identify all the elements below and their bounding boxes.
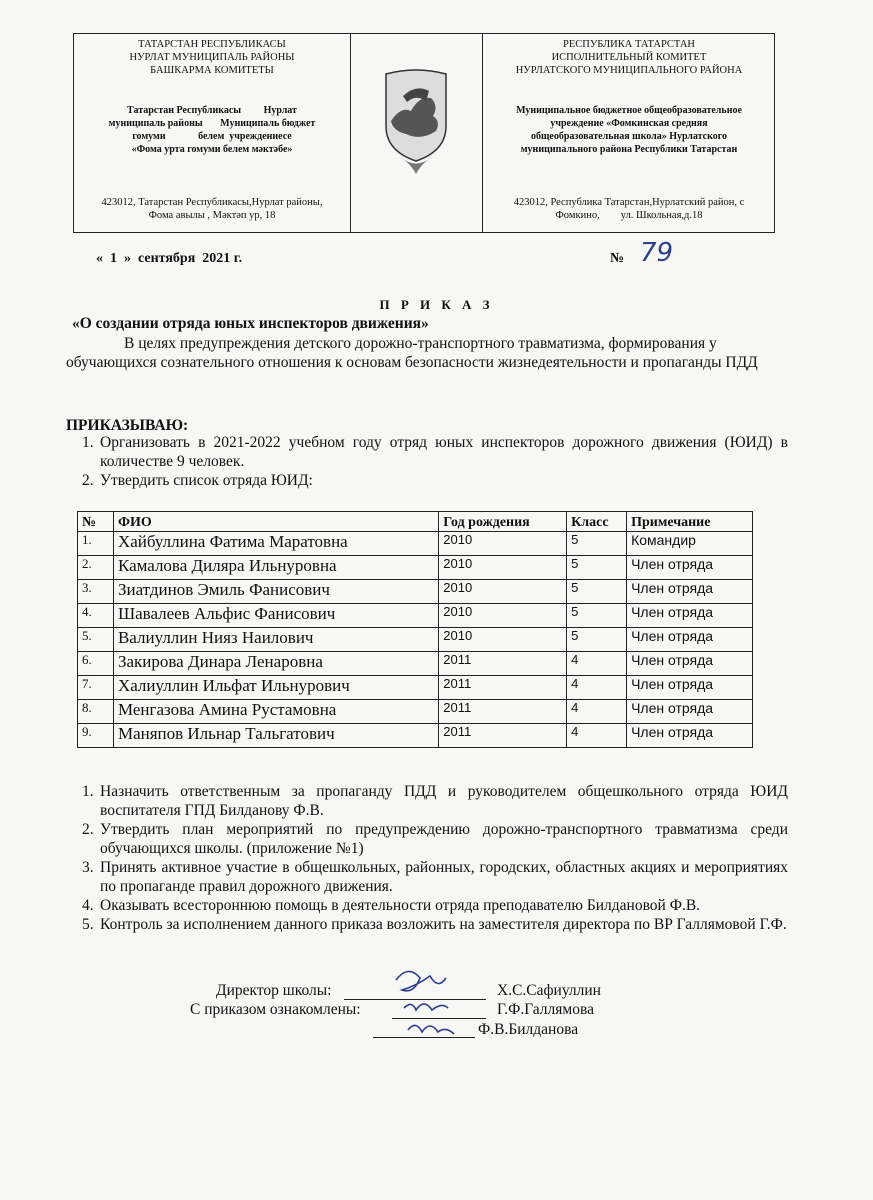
list-item [66, 433, 788, 471]
letterhead-tatar [74, 34, 351, 232]
item-text: Контроль за исполнением данного приказа возложить на заместителя директора по ВР Галлямовой Г.Ф. [100, 916, 787, 933]
cell-note: Член отряда [627, 700, 753, 724]
left-address-1: 423012, Татарстан Республикасы,Нурлат районы, [101, 197, 323, 208]
item-number: 5. [82, 916, 94, 933]
cell-name: Менгазова Амина Рустамовна [113, 700, 438, 724]
director-name: Х.С.Сафиуллин [497, 982, 601, 999]
cell-grade: 4 [567, 700, 627, 724]
item-number: 1. [82, 434, 94, 451]
cell-name: Валиуллин Нияз Наилович [113, 628, 438, 652]
table-row [78, 532, 753, 556]
col-header-name: ФИО [113, 512, 438, 532]
order-heading: ПРИКАЗЫВАЮ: [66, 417, 189, 434]
cell-grade: 5 [567, 604, 627, 628]
cell-grade: 4 [567, 652, 627, 676]
list-item [66, 896, 788, 915]
cell-grade: 5 [567, 556, 627, 580]
cell-year: 2010 [439, 628, 567, 652]
col-header-grade: Класс [567, 512, 627, 532]
cell-year: 2011 [439, 676, 567, 700]
cell-year: 2011 [439, 700, 567, 724]
left-org-1: Татарстан Республикасы Нурлат [127, 105, 297, 116]
cell-note: Член отряда [627, 676, 753, 700]
order-number-label: № [610, 251, 625, 266]
table-row [78, 556, 753, 580]
cell-note: Член отряда [627, 628, 753, 652]
list-item [66, 858, 788, 896]
cell-year: 2010 [439, 532, 567, 556]
list-item [66, 820, 788, 858]
intro-paragraph: В целях предупреждения детского дорожно-транспортного травматизма, формирования у обучающихся сознательного отношения к основам безопасности жизнедеятельности и пропаганды ПДД [66, 335, 758, 371]
item-text: Назначить ответственным за пропаганду ПДД и руководителем общешкольного отряда ЮИД воспитателя ГПД Билданову Ф.В. [100, 783, 788, 819]
left-org-4: «Фома урта гомуми белем мәктәбе» [131, 144, 293, 155]
acquainted-name-2: Г.Ф.Галлямова [497, 1001, 594, 1018]
right-org-4: муниципального района Республики Татарстан [520, 144, 738, 155]
right-org-1: Муниципальное бюджетное общеобразовательное [516, 105, 742, 116]
table-header-row [78, 512, 753, 532]
cell-number: 9. [78, 724, 114, 748]
col-header-year: Год рождения [439, 512, 567, 532]
table-row [78, 580, 753, 604]
item-text: Утвердить список отряда ЮИД: [100, 472, 313, 489]
cell-note: Член отряда [627, 604, 753, 628]
left-line-1: ТАТАРСТАН РЕСПУБЛИКАСЫ [138, 39, 286, 50]
order-date: « 1 » сентября 2021 г. [96, 251, 243, 266]
letterhead-russian [482, 34, 775, 232]
item-number: 3. [82, 859, 94, 876]
item-number: 4. [82, 897, 94, 914]
handwritten-signature-icon [386, 960, 486, 1045]
squad-table [77, 511, 753, 748]
left-address-2: Фома авылы , Мәктәп ур, 18 [148, 210, 276, 221]
left-line-3: БАШКАРМА КОМИТЕТЫ [150, 65, 274, 76]
cell-number: 2. [78, 556, 114, 580]
cell-year: 2011 [439, 652, 567, 676]
cell-number: 4. [78, 604, 114, 628]
item-number: 2. [82, 821, 94, 838]
second-order-list [66, 782, 788, 934]
cell-grade: 4 [567, 724, 627, 748]
table-row [78, 604, 753, 628]
item-number: 1. [82, 783, 94, 800]
right-line-2: ИСПОЛНИТЕЛЬНЫЙ КОМИТЕТ [551, 52, 707, 63]
cell-note: Член отряда [627, 580, 753, 604]
left-line-2: НУРЛАТ МУНИЦИПАЛЬ РАЙОНЫ [129, 52, 295, 63]
right-line-3: НУРЛАТСКОГО МУНИЦИПАЛЬНОГО РАЙОНА [515, 65, 743, 76]
cell-grade: 5 [567, 628, 627, 652]
cell-year: 2010 [439, 580, 567, 604]
col-header-note: Примечание [627, 512, 753, 532]
document-subtitle: «О создании отряда юных инспекторов движения» [72, 315, 429, 332]
item-text: Утвердить план мероприятий по предупреждению дорожно-транспортного травматизма среди обучающихся школы. (приложение №1) [100, 821, 788, 857]
item-number: 2. [82, 472, 94, 489]
emblem-area [351, 34, 481, 232]
list-item [66, 471, 788, 490]
cell-year: 2011 [439, 724, 567, 748]
acquainted-label: С приказом ознакомлены: [190, 1001, 361, 1018]
letterhead [73, 33, 775, 233]
table-row [78, 676, 753, 700]
cell-grade: 5 [567, 580, 627, 604]
item-text: Организовать в 2021-2022 учебном году отряд юных инспекторов дорожного движения (ЮИД) в количестве 9 человек. [100, 434, 788, 470]
table-row [78, 700, 753, 724]
cell-year: 2010 [439, 604, 567, 628]
table-row [78, 628, 753, 652]
table-row [78, 652, 753, 676]
list-item [66, 915, 788, 934]
cell-grade: 4 [567, 676, 627, 700]
cell-number: 3. [78, 580, 114, 604]
cell-note: Член отряда [627, 724, 753, 748]
cell-name: Халиуллин Ильфат Ильнурович [113, 676, 438, 700]
cell-name: Шавалеев Альфис Фанисович [113, 604, 438, 628]
coat-of-arms-icon [381, 66, 451, 176]
cell-number: 8. [78, 700, 114, 724]
cell-note: Член отряда [627, 652, 753, 676]
cell-name: Закирова Динара Ленаровна [113, 652, 438, 676]
cell-name: Маняпов Ильнар Тальгатович [113, 724, 438, 748]
table-row [78, 724, 753, 748]
cell-name: Хайбуллина Фатима Маратовна [113, 532, 438, 556]
right-address-1: 423012, Республика Татарстан,Нурлатский район, с [513, 197, 745, 208]
cell-number: 7. [78, 676, 114, 700]
right-org-2: учреждение «Фомкинская средняя [550, 118, 708, 129]
cell-grade: 5 [567, 532, 627, 556]
right-address-2: Фомкино, ул. Школьная,д.18 [555, 210, 703, 221]
cell-name: Камалова Диляра Ильнуровна [113, 556, 438, 580]
cell-number: 6. [78, 652, 114, 676]
order-number-handwritten: 79 [640, 238, 674, 268]
right-org-3: общеобразовательная школа» Нурлатского [530, 131, 728, 142]
col-header-number: № [78, 512, 114, 532]
right-line-1: РЕСПУБЛИКА ТАТАРСТАН [562, 39, 695, 50]
list-item [66, 782, 788, 820]
cell-name: Зиатдинов Эмиль Фанисович [113, 580, 438, 604]
cell-note: Член отряда [627, 556, 753, 580]
first-order-list [66, 433, 788, 490]
item-text: Принять активное участие в общешкольных, районных, городских, областных акциях и мероприятиях по пропаганде правил дорожного движения. [100, 859, 788, 895]
item-text: Оказывать всестороннюю помощь в деятельности отряда преподавателю Билдановой Ф.В. [100, 897, 701, 914]
left-org-3: гомуми белем учреждениесе [132, 131, 292, 142]
cell-note: Командир [627, 532, 753, 556]
left-org-2: муниципаль районы Муниципаль бюджет [108, 118, 316, 129]
cell-number: 1. [78, 532, 114, 556]
cell-number: 5. [78, 628, 114, 652]
director-label: Директор школы: [216, 982, 332, 999]
document-title: П Р И К А З [379, 297, 494, 312]
acquainted-name-3: Ф.В.Билданова [478, 1021, 579, 1038]
cell-year: 2010 [439, 556, 567, 580]
